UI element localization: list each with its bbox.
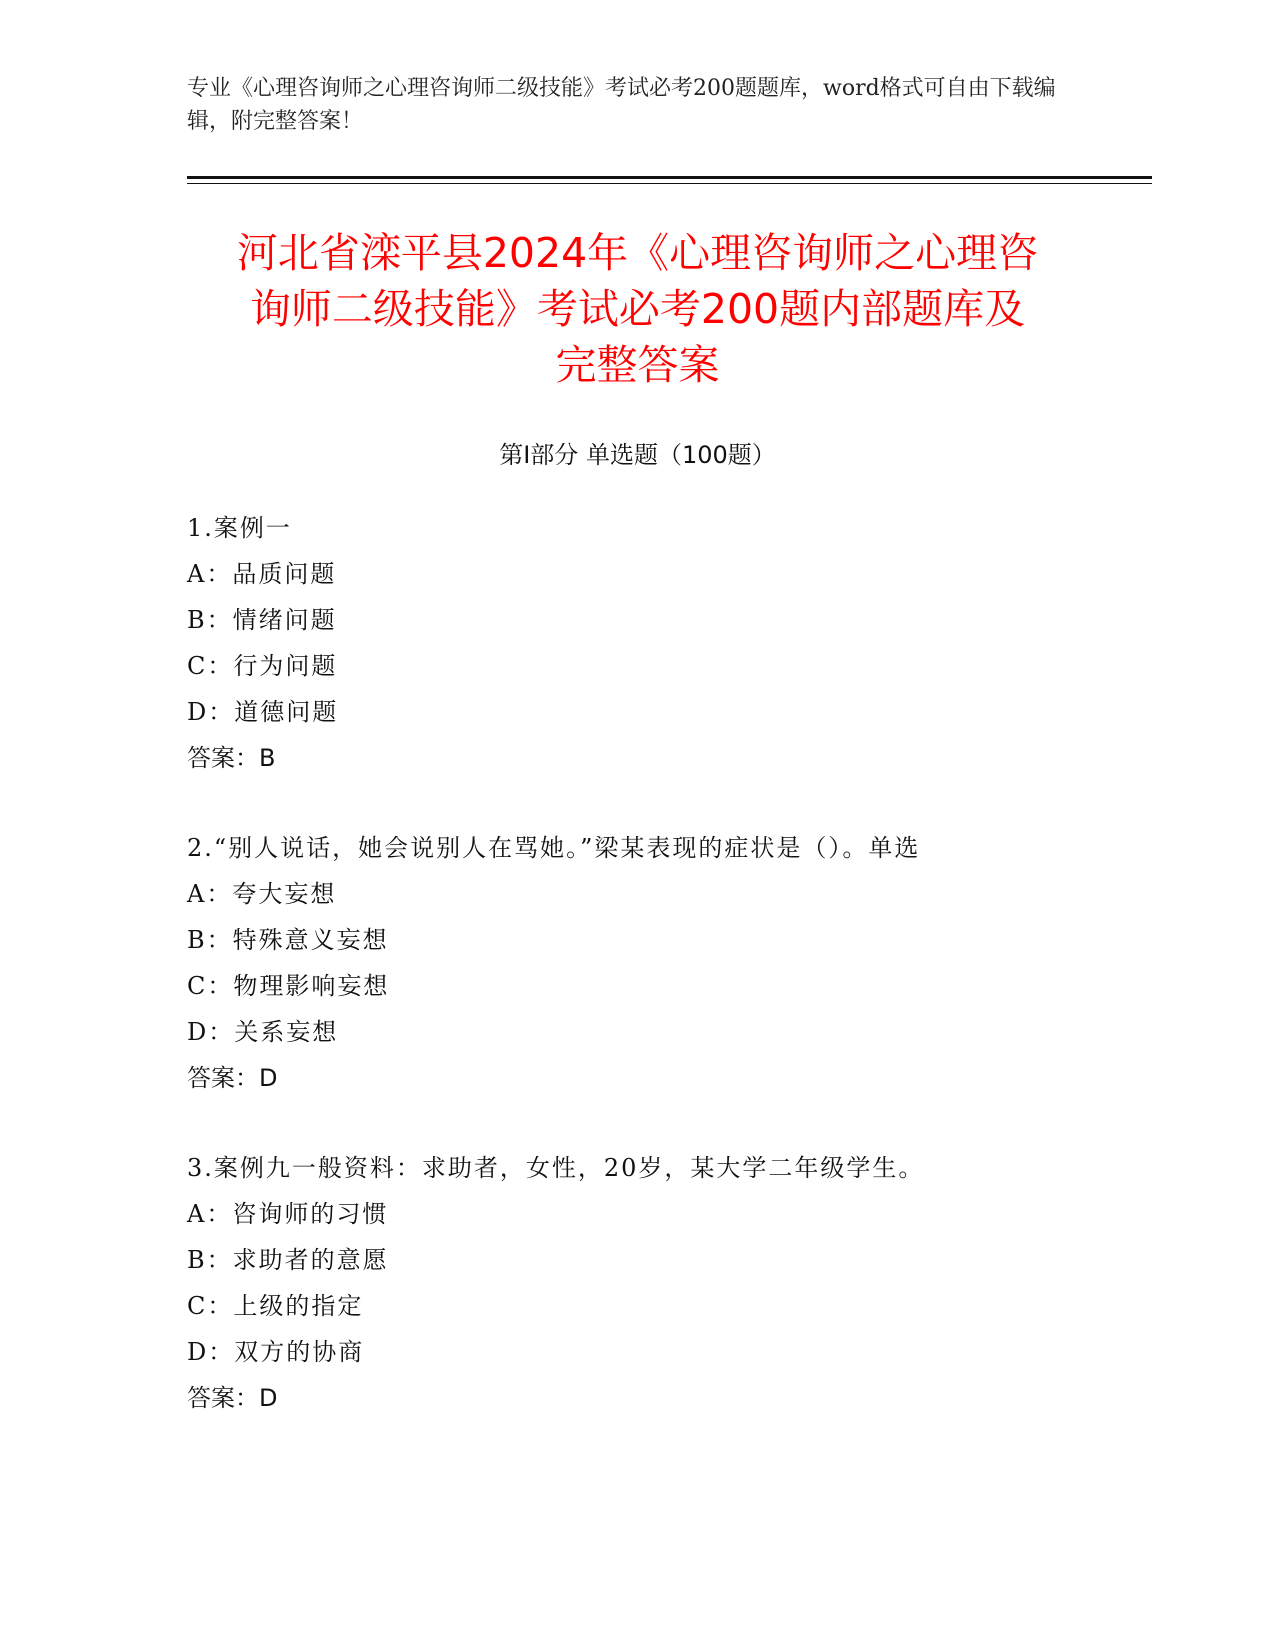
header-note: 专业《心理咨询师之心理咨询师二级技能》考试必考200题题库，word格式可自由下载编辑，附完整答案！ bbox=[187, 76, 1056, 134]
header-rule-thin bbox=[187, 183, 1152, 184]
option-d: D：道德问题 bbox=[187, 698, 339, 726]
question-stem: 1.案例一 bbox=[187, 514, 292, 542]
title-line-1: 河北省滦平县2024年《心理咨询师之心理咨 bbox=[236, 229, 1039, 277]
question-stem: 2.“别人说话，她会说别人在骂她。”梁某表现的症状是（）。单选 bbox=[187, 834, 921, 862]
title-line-2: 询师二级技能》考试必考200题内部题库及 bbox=[249, 285, 1026, 333]
option-b: B：求助者的意愿 bbox=[187, 1246, 389, 1274]
question-3 bbox=[187, 1145, 1087, 1421]
answer: 答案：B bbox=[187, 744, 276, 772]
option-d: D：双方的协商 bbox=[187, 1338, 365, 1366]
option-a: A：夸大妄想 bbox=[187, 880, 337, 908]
question-2 bbox=[187, 825, 1087, 1101]
answer: 答案：D bbox=[187, 1384, 278, 1412]
option-b: B：特殊意义妄想 bbox=[187, 926, 389, 954]
section-title: 第I部分 单选题（100题） bbox=[499, 441, 776, 469]
option-b: B：情绪问题 bbox=[187, 606, 337, 634]
header-rule-thick bbox=[187, 176, 1152, 179]
option-d: D：关系妄想 bbox=[187, 1018, 339, 1046]
question-stem: 3.案例九一般资料：求助者，女性，20岁，某大学二年级学生。 bbox=[187, 1154, 925, 1182]
option-c: C：上级的指定 bbox=[187, 1292, 364, 1320]
option-a: A：品质问题 bbox=[187, 560, 337, 588]
title-line-3: 完整答案 bbox=[555, 341, 720, 389]
option-c: C：物理影响妄想 bbox=[187, 972, 390, 1000]
option-c: C：行为问题 bbox=[187, 652, 338, 680]
answer: 答案：D bbox=[187, 1064, 278, 1092]
option-a: A：咨询师的习惯 bbox=[187, 1200, 389, 1228]
question-1 bbox=[187, 505, 1087, 781]
document-title bbox=[160, 225, 1115, 393]
